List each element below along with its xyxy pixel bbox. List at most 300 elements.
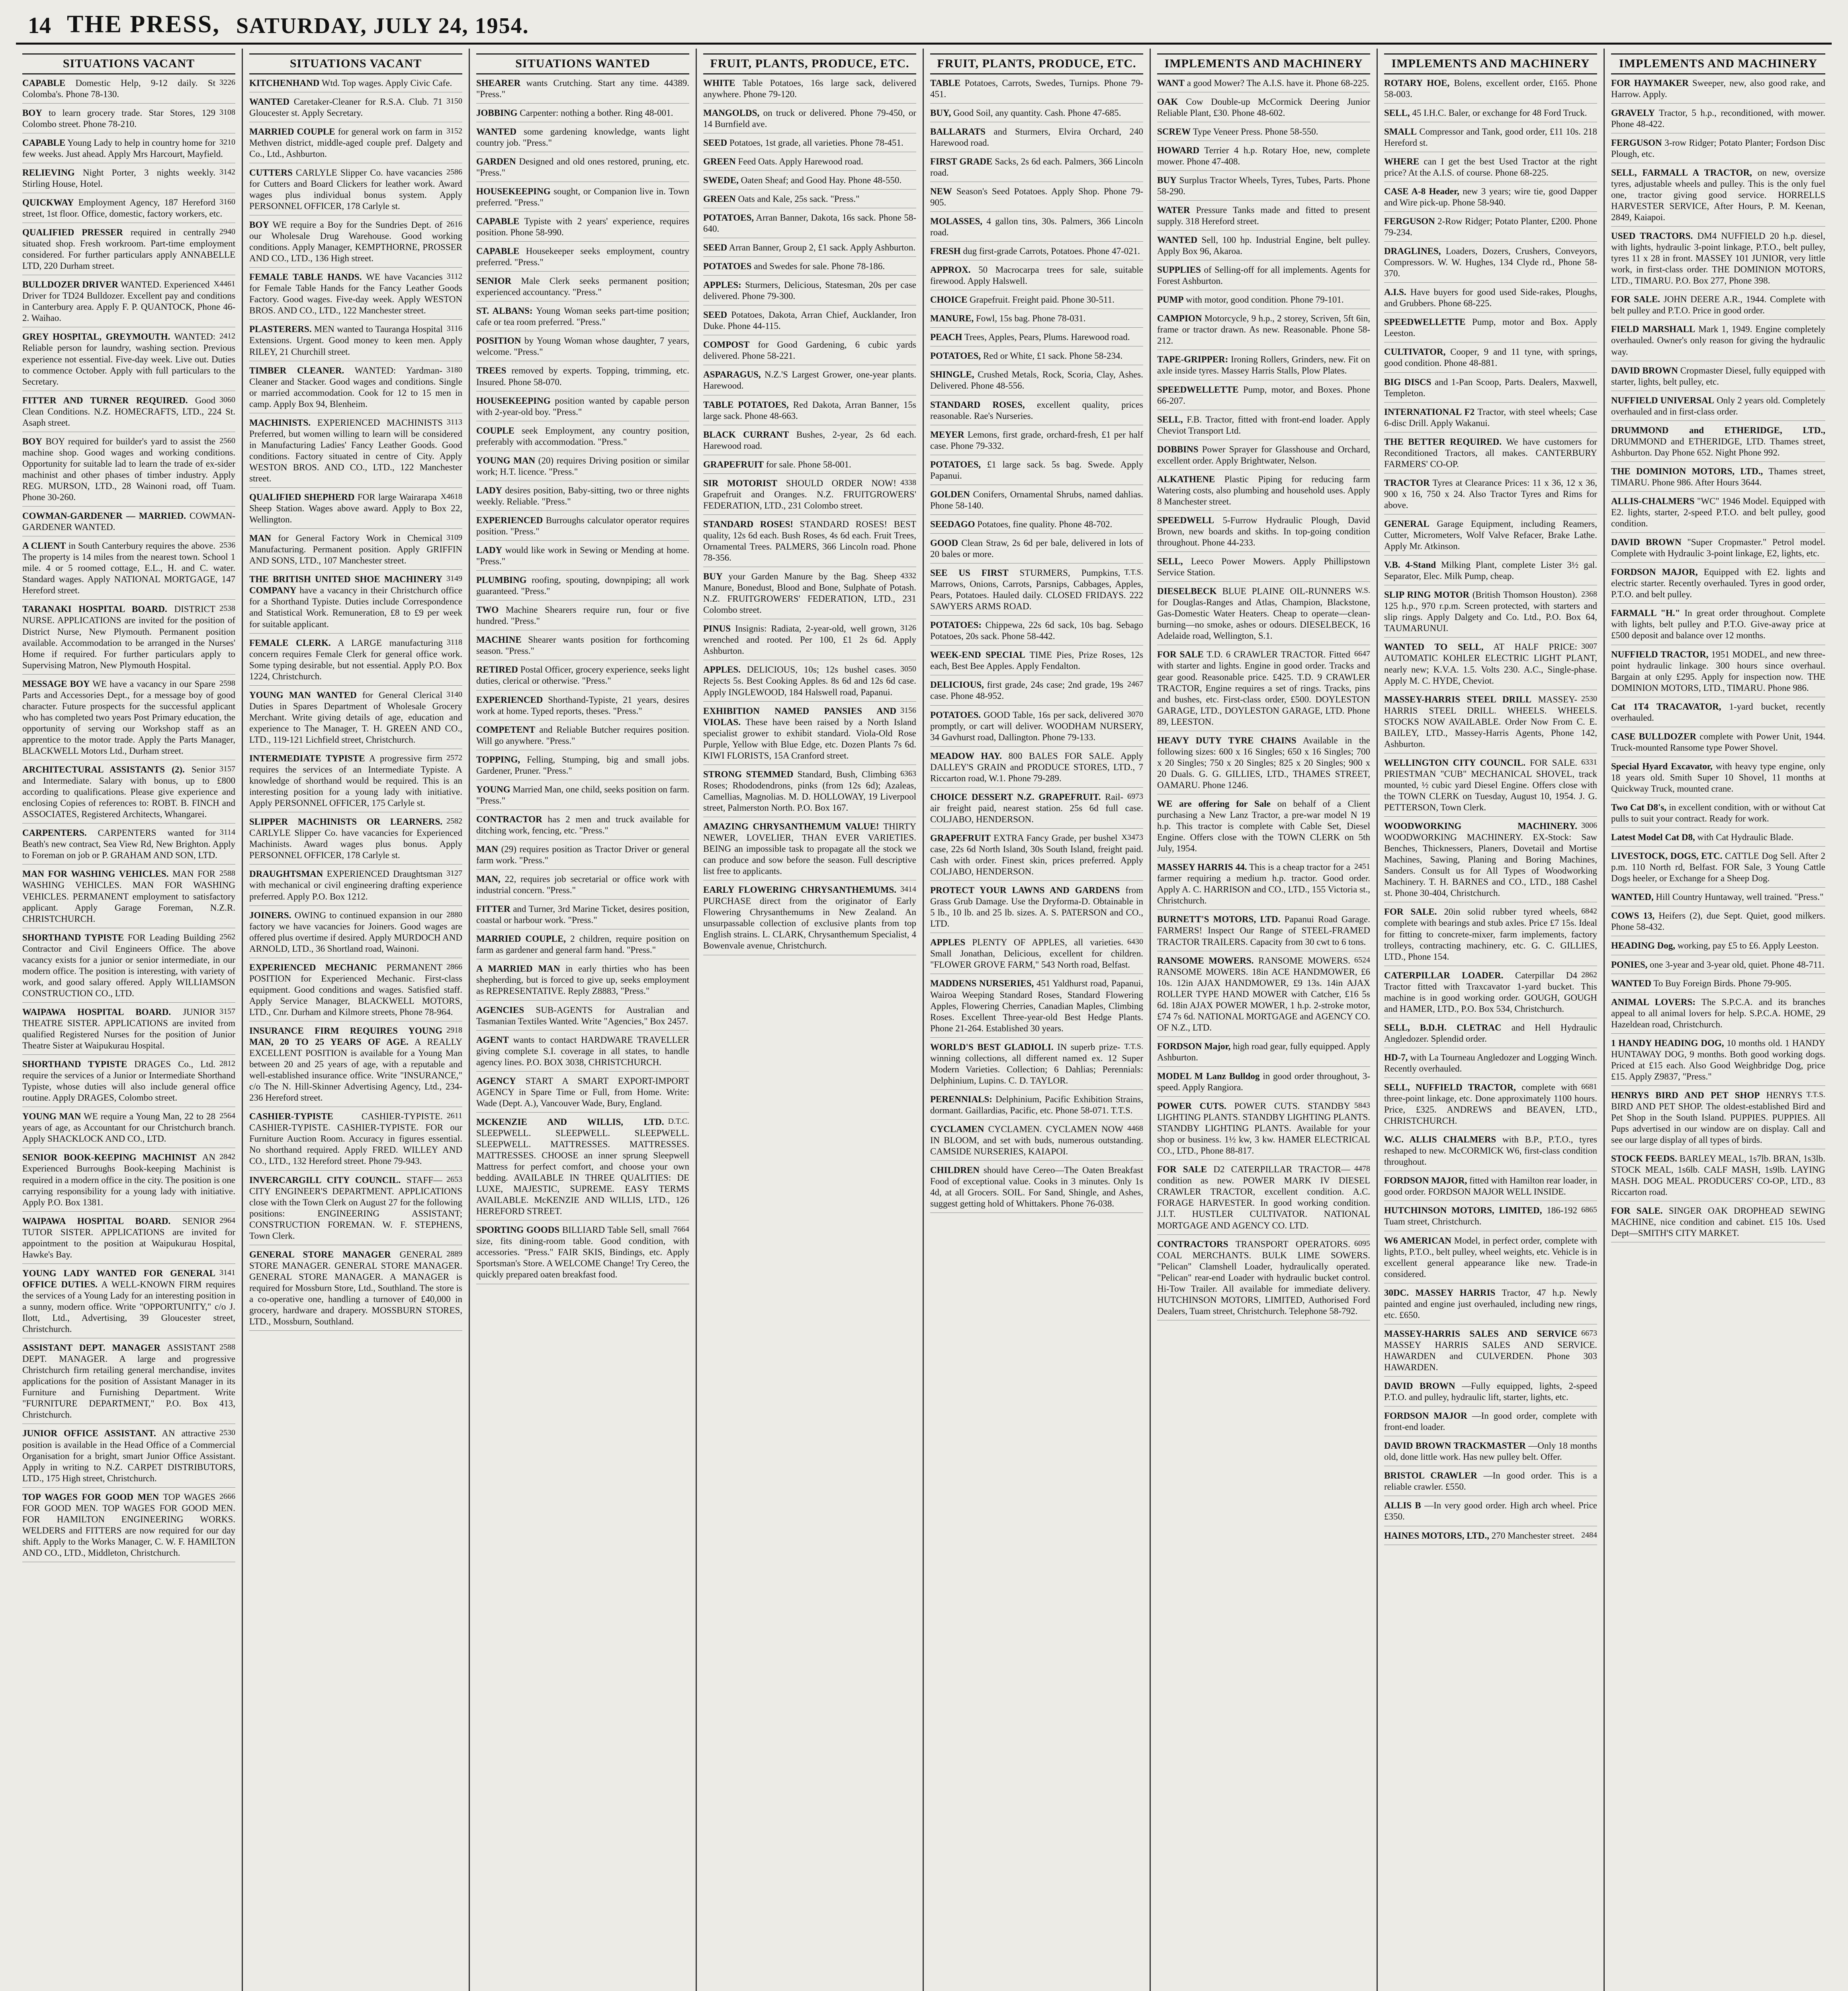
ad-body-text: Crushed Metals, Rock, Scoria, Clay, Ashes. Delivered. Phone 48-556. xyxy=(930,370,1143,391)
classified-ad xyxy=(1157,313,1370,350)
ad-lead-words: SHORTHAND TYPISTE xyxy=(22,1059,127,1070)
ad-reference-number: 6973 xyxy=(1127,792,1143,801)
ad-reference-number: 2368 xyxy=(1581,590,1597,599)
classified-ad xyxy=(1384,1500,1597,1526)
ad-body-text: Sturmers, Delicious, Statesman, 20s per case delivered. Phone 79-300. xyxy=(703,280,916,301)
ad-lead-words: WHERE xyxy=(1384,156,1420,166)
ad-lead-words: CASE A-8 Header, xyxy=(1384,186,1459,196)
classified-ad xyxy=(476,455,689,481)
ad-body-text: Grapefruit. Freight paid. Phone 30-511. xyxy=(970,295,1115,305)
ad-reference-number: 3157 xyxy=(219,1007,235,1016)
section-heading: FRUIT, PLANTS, PRODUCE, ETC. xyxy=(703,53,916,74)
classified-ad xyxy=(22,868,235,928)
section-heading: SITUATIONS VACANT xyxy=(22,53,235,74)
ad-body-text: for general work on farm in Methven district, middle-aged couple pref. Dalgety and Co., Ltd., Ashburton. xyxy=(249,126,462,159)
ad-reference-number: 2964 xyxy=(219,1216,235,1225)
ad-body-text: Sell, 100 hp. Industrial Engine, belt pulley. Apply Box 96, Akaroa. xyxy=(1157,235,1371,256)
ad-body-text: PERMANENT POSITION for Experienced Mechanic. First-class equipment. Good conditions and wages. Satisfied staff. Apply Service Manager, BLACKWELL MOTORS, LTD., Cnr. Durham and Kilmore streets, Phone 78-964. xyxy=(249,962,462,1017)
classified-ad xyxy=(476,634,689,660)
ad-lead-words: ARCHITECTURAL ASSISTANTS (2). xyxy=(22,765,185,775)
ad-reference-number: X4461 xyxy=(213,280,235,289)
ad-lead-words: SLIP RING MOTOR xyxy=(1384,590,1470,600)
classified-ad xyxy=(476,365,689,391)
ad-reference-number: 2530 xyxy=(219,1428,235,1438)
ad-lead-words: EXPERIENCED MECHANIC xyxy=(249,962,377,972)
classified-ad xyxy=(476,545,689,571)
ad-lead-words: CASE BULLDOZER xyxy=(1611,731,1697,741)
ad-lead-words: WAIPAWA HOSPITAL BOARD. xyxy=(22,1007,171,1017)
classified-ad xyxy=(249,753,462,812)
classified-ad xyxy=(1157,1071,1370,1097)
ad-reference-number: 2412 xyxy=(219,332,235,341)
classified-ad xyxy=(1384,287,1597,313)
classified-ad xyxy=(1384,559,1597,585)
ad-lead-words: GARDEN xyxy=(476,156,516,166)
ad-body-text: roofing, spouting, downpiping; all work guaranteed. "Press." xyxy=(476,575,689,597)
classified-ad xyxy=(1384,518,1597,555)
ad-body-text: 2 children, require position on farm as gardener and general farm hand. "Press." xyxy=(476,934,690,955)
ad-reference-number: 3108 xyxy=(219,108,235,117)
ad-body-text: TOP WAGES FOR GOOD MEN. TOP WAGES FOR GOOD MEN. FOR HAMILTON ENGINEERING WORKS. WELDERS and FITTERS are now required for our day shift. Apply to the Works Manager, C. W. F. HAMILTON AND CO., LTD., Middleton, Christchurch. xyxy=(22,1492,235,1558)
ad-lead-words: CASHIER-TYPISTE xyxy=(249,1111,333,1122)
ad-lead-words: USED TRACTORS. xyxy=(1611,231,1693,241)
ad-body-text: Motorcycle, 9 h.p., 2 storey, Scriven, 5ft 6in, frame or tractor drawn. As new. Reasonable. Phone 58-212. xyxy=(1157,313,1370,346)
ad-lead-words: WAIPAWA HOSPITAL BOARD. xyxy=(22,1216,171,1226)
classified-ad xyxy=(1157,145,1370,171)
ad-lead-words: SELL, B.D.H. CLETRAC xyxy=(1384,1022,1502,1033)
ad-lead-words: LADY xyxy=(476,545,503,555)
ad-lead-words: MAN xyxy=(476,844,498,854)
classified-ad xyxy=(1157,175,1370,201)
ad-lead-words: SEED xyxy=(703,310,727,320)
ad-lead-words: AGENT xyxy=(476,1035,509,1045)
ad-body-text: Plastic Piping for reducing farm Watering costs, also plumbing and household uses. Apply 8 Manchester street. xyxy=(1157,474,1371,507)
ad-body-text: Designed and old ones restored, pruning, etc. "Press." xyxy=(476,156,689,178)
ad-lead-words: TOP WAGES FOR GOOD MEN xyxy=(22,1492,159,1502)
ad-body-text: Domestic Help, 9-12 daily. St Colomba's. Phone 78-130. xyxy=(22,78,215,99)
classified-ad xyxy=(1384,108,1597,122)
ad-body-text: To Buy Foreign Birds. Phone 79-905. xyxy=(1653,978,1791,988)
ad-body-text: 22, requires job secretarial or office work with industrial concern. "Press." xyxy=(476,874,689,896)
classified-ad xyxy=(1384,126,1597,152)
ad-lead-words: FEMALE CLERK. xyxy=(249,638,331,648)
classified-ad xyxy=(249,365,462,413)
classified-ad xyxy=(1611,567,1825,604)
classified-ad xyxy=(703,769,916,817)
classified-ad xyxy=(930,216,1143,242)
ad-lead-words: STANDARD ROSES! xyxy=(703,519,793,529)
ad-lead-words: FARMALL "H." xyxy=(1611,608,1680,618)
ad-lead-words: SWEDE, xyxy=(703,175,739,185)
ad-reference-number: 2451 xyxy=(1354,862,1370,871)
ad-reference-number: 2582 xyxy=(446,817,462,826)
ad-body-text: PURCHASE direct from the originator of Early Flowering Chrysanthemums in New Zealand. An unsurpassable collection of exclusive plants from top English strains. L. CLARK, Chrysanthemum Specialist, 4 Bowenvale avenue, Christchurch. xyxy=(703,896,916,951)
ad-body-text: Wtd. Top wages. Apply Civic Cafe. xyxy=(321,78,452,88)
ad-body-text: WOODWORKING MACHINERY. EX-Stock: Saw Benches, Thicknessers, Planers, Dovetail and Mortise Machines, Sawing, Planing and Boring Machines, Sanders. Consult us for All Types of Woodworking Machinery. T. H. BARNES and CO., LTD., 188 Cashel st. Phone 30-404, Christchurch. xyxy=(1384,832,1597,898)
ad-reference-number: 2862 xyxy=(1581,970,1597,979)
ad-body-text: —In good order. This is a reliable crawler. £550. xyxy=(1384,1471,1598,1492)
classified-ad xyxy=(1611,466,1825,492)
ad-body-text: wants to contact HARDWARE TRAVELLER giving complete S.I. coverage in all states, to handle agency lines. P.O. BOX 3038, CHRISTCHURCH. xyxy=(476,1035,689,1067)
classified-ad xyxy=(703,623,916,660)
ad-reference-number: 4332 xyxy=(900,571,916,581)
classified-ad xyxy=(1157,862,1370,910)
classified-ad xyxy=(1157,955,1370,1037)
ad-body-text: Heifers (2), due Sept. Quiet, good milkers. Phone 58-432. xyxy=(1611,911,1825,932)
classified-ad xyxy=(476,1035,689,1072)
ad-lead-words: WELLINGTON CITY COUNCIL. xyxy=(1384,757,1525,768)
ad-lead-words: WANTED xyxy=(1611,978,1651,988)
classified-ad xyxy=(703,664,916,701)
ad-lead-words: COMPOST xyxy=(703,340,750,350)
classified-ad xyxy=(703,108,916,133)
classified-ad xyxy=(22,604,235,674)
classified-ad xyxy=(1384,1287,1597,1324)
ad-body-text: SENIOR TUTOR SISTER. APPLICATIONS are invited for appointment to the position at Waipukurau Hospital, Hawke's Bay. xyxy=(22,1216,235,1260)
ad-body-text: first grade, 24s case; 2nd grade, 19s case. Phone 48-952. xyxy=(930,680,1124,701)
classified-ad xyxy=(476,305,689,331)
ad-body-text: Caretaker-Cleaner for R.S.A. Club. 71 Gloucester st. Apply Secretary. xyxy=(249,96,443,118)
ad-lead-words: TREES xyxy=(476,366,506,376)
ad-lead-words: SELL, xyxy=(1157,556,1183,567)
classified-ad xyxy=(476,126,689,152)
classified-ad xyxy=(703,884,916,955)
ad-body-text: F.B. Tractor, fitted with front-end loader. Apply Cheviot Transport Ltd. xyxy=(1157,414,1371,436)
classified-ad xyxy=(703,519,916,567)
ad-body-text: and Hell Hydraulic Angledozer. Splendid order. xyxy=(1384,1022,1597,1044)
classified-ad xyxy=(22,932,235,1003)
ad-body-text: Felling, Stumping, big and small jobs. Gardener, Pruner. "Press." xyxy=(476,754,690,776)
ad-lead-words: POSITION xyxy=(476,336,521,346)
ad-body-text: GOOD Table, 16s per sack, delivered promptly, or cart will deliver. WOODHAM NURSERY, 34 Gavhurst road, Dallington. Phone 79-133. xyxy=(930,710,1143,742)
ad-body-text: Shearer wants position for forthcoming season. "Press." xyxy=(476,635,689,656)
ad-lead-words: CARPENTERS. xyxy=(22,828,87,838)
classified-ad xyxy=(22,1428,235,1487)
classified-ad xyxy=(930,978,1143,1037)
classified-ad xyxy=(22,395,235,432)
ad-lead-words: MADDENS NURSERIES, xyxy=(930,978,1034,989)
classified-ad xyxy=(1384,78,1597,104)
classified-ad xyxy=(1384,216,1597,242)
ad-body-text: —In good order, complete with front-end loader. xyxy=(1384,1411,1598,1432)
ad-body-text: CARPENTERS wanted for Beath's new contract, Sea View Rd, New Brighton. Apply to Foreman on job or P. GRAHAM AND SON, LTD. xyxy=(22,828,235,861)
classified-ad xyxy=(22,279,235,327)
classified-ad xyxy=(1384,1082,1597,1130)
ad-lead-words: SPEEDWELLETTE xyxy=(1384,317,1466,327)
issue-date: SATURDAY, JULY 24, 1954. xyxy=(236,14,529,38)
ad-lead-words: HOUSEKEEPING xyxy=(476,186,551,196)
ad-lead-words: GENERAL STORE MANAGER xyxy=(249,1249,391,1260)
ad-reference-number: 2530 xyxy=(1581,694,1597,703)
ad-body-text: Only 2 years old. Completely overhauled and in first-class order. xyxy=(1611,395,1825,417)
ad-body-text: by Young Woman whose daughter, 7 years, welcome. "Press." xyxy=(476,336,689,357)
ad-lead-words: BUY xyxy=(703,571,723,582)
classified-ad xyxy=(476,78,689,104)
ad-reference-number: 3160 xyxy=(219,197,235,206)
ad-body-text: 4 gallon tins, 30s. Palmers, 366 Lincoln road. xyxy=(930,216,1144,238)
ad-lead-words: SUPPLIES xyxy=(1157,265,1201,275)
ad-body-text: Standard, Bush, Climbing Roses; Rhododendrons, pinks (from 12s 6d); Azaleas, Camellias, Magnolias. M. D. HOLLOWAY, 19 Liverpool street, Palmerston North. P.O. Box 167. xyxy=(703,769,916,813)
classified-ad xyxy=(22,540,235,600)
classified-ad xyxy=(476,425,689,451)
ad-body-text: Good Soil, any quantity. Cash. Phone 47-685. xyxy=(953,108,1121,118)
ad-lead-words: TAPE-GRIPPER: xyxy=(1157,354,1228,365)
ad-reference-number: 2484 xyxy=(1581,1530,1597,1539)
classified-ad xyxy=(930,1042,1143,1090)
ad-lead-words: MODEL M Lanz Bulldog xyxy=(1157,1071,1260,1081)
classified-ad xyxy=(703,339,916,365)
classified-ad xyxy=(22,1342,235,1424)
classified-ad xyxy=(1611,978,1825,993)
classified-ad xyxy=(476,276,689,301)
ad-lead-words: INSURANCE FIRM REQUIRES YOUNG MAN, 20 TO 25 YEARS OF AGE. xyxy=(249,1025,442,1047)
ad-body-text: Loaders, Dozers, Crushers, Conveyors, Compressors. W. W. Hughes, 134 Clyde rd., Phone 58-370. xyxy=(1384,246,1597,279)
ad-body-text: 50 Macrocarpa trees for sale, suitable firewood. Apply Halswell. xyxy=(930,265,1144,286)
ad-lead-words: COWMAN-GARDENER — MARRIED. xyxy=(22,511,186,521)
classified-ad xyxy=(930,1124,1143,1161)
classified-ad xyxy=(930,751,1143,788)
ad-lead-words: SELL, xyxy=(1157,414,1183,424)
ad-reference-number: W.S. xyxy=(1355,586,1370,595)
ad-lead-words: WANT xyxy=(1157,78,1185,88)
classified-ad xyxy=(1611,832,1825,847)
ad-body-text: Night Porter, 3 nights weekly. Stirling House, Hotel. xyxy=(22,167,216,189)
classified-ad xyxy=(1157,914,1370,951)
ad-reference-number: 5843 xyxy=(1354,1101,1370,1110)
ad-body-text: 270 Manchester street. xyxy=(1491,1530,1575,1541)
classified-ad xyxy=(930,885,1143,933)
classified-ad xyxy=(22,510,235,536)
ad-body-text: and Sturmers, Elvira Orchard, 240 Harewood road. xyxy=(930,126,1143,148)
ad-body-text: DELICIOUS, 10s; 12s bushel cases. Rejects 5s. Best Cooking Apples. 8s 6d and 12s 6d case. Apply INGLEWOOD, 184 Halswell road, Papanui. xyxy=(703,665,916,697)
ad-lead-words: YOUNG xyxy=(476,784,510,794)
classified-ad xyxy=(22,1268,235,1338)
classified-ad xyxy=(1384,1410,1597,1436)
ad-body-text: OWING to continued expansion in our factory we have vacancies for Joiners. Good wages are offered plus overtime if desired. Apply MURDOCH AND ARNOLD, LTD., 36 Shortland road, Wainoni. xyxy=(249,910,462,954)
ad-lead-words: CONTRACTOR xyxy=(476,814,542,824)
ad-lead-words: SPORTING GOODS xyxy=(476,1225,560,1235)
ad-lead-words: SIR MOTORIST xyxy=(703,478,778,488)
ad-lead-words: CUTTERS xyxy=(249,167,293,178)
classified-ad xyxy=(249,962,462,1021)
ad-body-text: BARLEY MEAL, 1s7lb. BRAN, 1s3lb. STOCK MEAL, 1s6lb. CALF MASH, 1s9lb. LAYING MASH. DOG MEAL. PRODUCERS' CO-OP., LTD., 83 Riccarton road. xyxy=(1611,1154,1825,1197)
classified-ad xyxy=(930,78,1143,104)
ad-lead-words: GRAVELY xyxy=(1611,108,1655,118)
ad-body-text: sought, or Companion live in. Town preferred. "Press." xyxy=(476,186,689,207)
ad-reference-number: 3226 xyxy=(219,78,235,87)
ad-lead-words: THE DOMINION MOTORS, LTD., xyxy=(1611,466,1763,476)
ad-lead-words: FITTER AND TURNER REQUIRED. xyxy=(22,395,188,405)
ad-body-text: Male Clerk seeks permanent position; experienced accountancy. "Press." xyxy=(476,276,689,297)
classified-ad xyxy=(1157,205,1370,231)
classified-ad xyxy=(249,78,462,92)
ad-lead-words: MASSEY HARRIS 44. xyxy=(1157,862,1247,872)
classified-ad xyxy=(1611,395,1825,421)
ad-reference-number: 2611 xyxy=(446,1111,462,1121)
classified-ad xyxy=(476,664,689,690)
ad-body-text: on new, oversize tyres, adjustable wheels and pulley. This is the only fuel one, tractor giving good service. HORRELLS HARVESTER SERVICE, After Hours, P. M. Keenan, 2849, Kaiapoi. xyxy=(1611,167,1826,223)
ad-reference-number: 2564 xyxy=(219,1111,235,1121)
ad-lead-words: SEED xyxy=(703,137,727,148)
classified-ad xyxy=(22,764,235,823)
ad-body-text: Leeco Power Mowers. Apply Phillipstown Service Station. xyxy=(1157,556,1371,578)
ad-lead-words: SHORTHAND TYPISTE xyxy=(22,932,124,943)
ad-body-text: for sale. Phone 58-001. xyxy=(766,459,851,469)
ad-lead-words: GENERAL xyxy=(1384,519,1430,529)
ad-lead-words: YOUNG LADY WANTED FOR GENERAL OFFICE DUTIES. xyxy=(22,1268,215,1289)
ad-lead-words: 1 HANDY HEADING DOG, xyxy=(1611,1038,1724,1048)
ad-body-text: STANDARD ROSES! BEST quality, 12s 6d each. Bush Roses, 4s 6d each. Fruit Trees, Ornamental Trees. PALMERS, 366 Lincoln road. Phone 78-356. xyxy=(703,519,916,563)
ad-body-text: DRAGES Co., Ltd. require the services of a Junior or Intermediate Shorthand Typiste, whose duties will also include general office routine. Apply DRAGES, Colombo street. xyxy=(22,1059,235,1103)
classified-ad xyxy=(1384,1134,1597,1171)
ad-body-text: JUNIOR THEATRE SISTER. APPLICATIONS are invited from qualified Registered Nurses for the position of Junior Theatre Sister at Waipukurau Hospital. xyxy=(22,1007,235,1051)
classified-ad xyxy=(1384,1175,1597,1201)
ad-lead-words: BURNETT'S MOTORS, LTD. xyxy=(1157,914,1281,925)
ad-reference-number: 3157 xyxy=(219,765,235,774)
ad-lead-words: CATERPILLAR LOADER. xyxy=(1384,970,1504,980)
ad-body-text: a good Mower? The A.I.S. have it. Phone 68-225. xyxy=(1187,78,1369,88)
column-6 xyxy=(1151,49,1378,1991)
ad-body-text: Feed Oats. Apply Harewood road. xyxy=(738,156,863,166)
ad-lead-words: WANTED xyxy=(476,126,516,137)
ad-reference-number: 3050 xyxy=(900,665,916,674)
ad-reference-number: X4618 xyxy=(440,492,462,501)
classified-ad xyxy=(1611,608,1825,645)
ad-lead-words: LADY xyxy=(476,485,503,495)
classified-ad xyxy=(930,332,1143,346)
ad-body-text: WE require a Young Man, 22 to 28 years of age, as Accountant for our Christchurch branch. Apply SHACKLOCK AND CO., LTD. xyxy=(22,1111,235,1144)
ad-body-text: POWER CUTS. STANDBY LIGHTING PLANTS. STANDBY LIGHTING PLANTS. STANDBY LIGHTING PLANTS. Available for your shop or business. 1½ kw, 3 kw. HAMER ELECTRICAL CO., LTD., Phone 88-817. xyxy=(1157,1101,1370,1156)
ad-lead-words: PINUS xyxy=(703,624,731,634)
ad-body-text: D2 CATERPILLAR TRACTOR—condition as new. POWER MARK IV DIESEL CRAWLER TRACTOR, excellent condition. A.C. FORAGE HARVESTER. In good working condition. J.I.T. HUSTLER CULTIVATOR. NATIONAL MORTGAGE AND AGENCY CO. LTD. xyxy=(1157,1164,1370,1230)
classified-ad xyxy=(22,167,235,193)
ad-body-text: Equipped with E2. lights and electric starter. Recently overhauled. Tyres in good order, P.T.O. and belt pulley. xyxy=(1611,567,1825,600)
ad-body-text: removed by experts. Topping, trimming, etc. Insured. Phone 58-070. xyxy=(476,366,690,387)
ad-lead-words: EXPERIENCED xyxy=(476,694,543,705)
classified-ad xyxy=(930,156,1143,182)
classified-ad xyxy=(22,137,235,163)
ad-lead-words: PROTECT YOUR LAWNS AND GARDENS xyxy=(930,885,1120,896)
ad-body-text: would like work in Sewing or Mending at home. "Press." xyxy=(476,545,689,567)
classified-ad xyxy=(1157,1101,1370,1160)
ad-lead-words: POTATOES: xyxy=(930,620,982,630)
ad-reference-number: 6681 xyxy=(1581,1082,1597,1091)
ad-lead-words: MOLASSES, xyxy=(930,216,983,227)
classified-ad xyxy=(1611,1153,1825,1201)
classified-ad xyxy=(476,694,689,720)
classified-ad xyxy=(703,706,916,765)
ad-reference-number: T.T.S. xyxy=(1124,568,1143,577)
ad-body-text: from Grass Grub Damage. Use the Dryforma-D. Obtainable in 5 lb., 10 lb. and 25 lb. sizes. A. S. PATERSON and CO., LTD. xyxy=(930,885,1143,929)
classified-ad xyxy=(476,515,689,541)
ad-lead-words: SLIPPER MACHINISTS OR LEARNERS. xyxy=(249,817,442,827)
ad-body-text: with heavy type engine, only 18 years old. Smith Super 10 Shovel, 11 months at Quickway Truck, mounted crane. xyxy=(1611,761,1826,794)
classified-ad xyxy=(1611,997,1825,1034)
ad-lead-words: APPLES. xyxy=(703,665,741,675)
classified-ad xyxy=(703,156,916,171)
classified-ad xyxy=(22,1152,235,1211)
ad-lead-words: COUPLE xyxy=(476,425,514,436)
ad-lead-words: FIELD MARSHALL xyxy=(1611,324,1695,334)
classified-ad xyxy=(1611,1090,1825,1149)
classified-ad xyxy=(1157,96,1370,122)
ad-lead-words: A CLIENT xyxy=(22,541,66,551)
ad-body-text: required in centrally situated shop. Fresh workroom. Part-time employment considered. For further particulars apply ANNABELLE LTD, 220 Durham street. xyxy=(22,227,235,271)
ad-lead-words: NUFFIELD TRACTOR, xyxy=(1611,649,1709,659)
ad-body-text: Housekeeper seeks employment, country preferred. "Press." xyxy=(476,246,689,268)
ad-lead-words: POTATOES, xyxy=(930,459,981,469)
ad-body-text: can I get the best Used Tractor at the right price? At the A.I.S. of course. Phone 68-225. xyxy=(1384,156,1597,178)
classified-ad xyxy=(930,350,1143,365)
classified-ad xyxy=(249,417,462,488)
ad-reference-number: 2598 xyxy=(219,679,235,688)
classified-ad xyxy=(930,620,1143,645)
ad-lead-words: HEADING Dog, xyxy=(1611,941,1676,951)
ad-body-text: in excellent condition, with or without Cat pulls to suit your contract. Ready for work. xyxy=(1611,802,1826,824)
classified-ad xyxy=(1384,477,1597,514)
ad-body-text: Shorthand-Typiste, 21 years, desires work at home. Typed reports, theses. "Press." xyxy=(476,694,689,716)
classified-ad xyxy=(249,1175,462,1245)
ad-lead-words: DAVID BROWN TRACKMASTER xyxy=(1384,1441,1526,1451)
ad-body-text: DISTRICT NURSE. APPLICATIONS are invited for the position of District Nurse, New Plymouth. Permanent position available. Accommodation to be arranged in the Nurses' Home if required. For further particulars apply to Supervising Matron, New Plymouth Hospital. xyxy=(22,604,235,670)
classified-ad xyxy=(930,567,1143,616)
ad-body-text: These have been raised by a North Island specialist grower to exhibit standard. Viola-Old Rose Purple, Yellow with Blue Edge, etc. Dozen Plants 7s 6d. KIWI FLORISTS, 15A Cranford street. xyxy=(703,717,916,761)
ad-reference-number: 2588 xyxy=(219,869,235,878)
classified-ad xyxy=(476,904,689,929)
column-4 xyxy=(697,49,924,1991)
classified-ad xyxy=(703,175,916,190)
ad-lead-words: W.C. ALLIS CHALMERS xyxy=(1384,1134,1496,1145)
ad-body-text: Young Lady to help in country home for few weeks. Just ahead. Apply Mrs Harcourt, Mayfield. xyxy=(22,137,223,159)
ad-body-text: Tractor, with steel wheels; Case 6-disc Drill. Apply Wakanui. xyxy=(1384,407,1597,428)
classified-ad xyxy=(930,1094,1143,1120)
classified-ad xyxy=(476,604,689,630)
classified-ad xyxy=(1384,1440,1597,1466)
ad-body-text: wants Crutching. Start any time. 44389. "Press." xyxy=(476,78,689,99)
ad-body-text: 3-row Ridger; Potato Planter; Fordson Disc Plough, etc. xyxy=(1611,137,1826,159)
ad-lead-words: FERGUSON xyxy=(1384,216,1435,227)
ad-lead-words: RELIEVING xyxy=(22,167,75,178)
ad-lead-words: PONIES, xyxy=(1611,959,1648,970)
ad-lead-words: PERENNIALS: xyxy=(930,1094,992,1104)
ad-body-text: BILLIARD Table Sell, small size, fits dining-room table. Good condition, with accessories. "Press." FAIR SKIS, Bindings, etc. Apply Sportsman's Store. A WELCOME Change! Try Cereo, the quickly prepared oaten breakfast food. xyxy=(476,1225,689,1280)
ad-lead-words: FEMALE TABLE HANDS. xyxy=(249,272,362,282)
ad-body-text: Potatoes, Dakota, Arran Chief, Aucklander, Iron Duke. Phone 44-115. xyxy=(703,310,916,331)
ad-body-text: DM4 NUFFIELD 20 h.p. diesel, with lights, hydraulic 3-point linkage, P.T.O., belt pulley, tyres 11 x 28 in front. MASSEY 101 JUNIOR, very little work, in first-class order. THE DOMINION MOTORS, LTD., TIMARU. P.O. Box 277, Phone 398. xyxy=(1611,231,1825,286)
ad-lead-words: CULTIVATOR, xyxy=(1384,347,1446,357)
classified-ad xyxy=(249,816,462,864)
ad-lead-words: TARANAKI HOSPITAL BOARD. xyxy=(22,604,167,614)
classified-ad xyxy=(1157,1239,1370,1320)
ad-lead-words: MARRIED COUPLE, xyxy=(476,934,566,944)
ad-reference-number: 6647 xyxy=(1354,649,1370,659)
ad-lead-words: DIESELBECK xyxy=(1157,586,1217,597)
classified-ad xyxy=(22,1111,235,1148)
ad-lead-words: TOPPING, xyxy=(476,754,520,765)
ad-lead-words: YOUNG MAN WANTED xyxy=(249,690,357,700)
classified-ad xyxy=(1611,496,1825,533)
ad-body-text: to learn grocery trade. Star Stores, 129 Colombo street. Phone 78-210. xyxy=(22,108,216,129)
classified-ad xyxy=(476,1005,689,1031)
classified-ad xyxy=(703,821,916,880)
ad-lead-words: STANDARD ROSES, xyxy=(930,399,1025,410)
classified-ad xyxy=(22,331,235,391)
classified-ad xyxy=(1384,1530,1597,1545)
ad-lead-words: DAVID BROWN xyxy=(1611,365,1678,376)
ad-lead-words: EXHIBITION NAMED PANSIES AND VIOLAS. xyxy=(703,706,896,727)
ad-body-text: THIRTY NEWER, LOVELIER, THAN EVER VARIETIES. BEING an impossible task to propagate all the stock we can produce and sow before the season. Full descriptive list free to applicants. xyxy=(703,821,916,876)
ad-lead-words: BIG DISCS xyxy=(1384,377,1431,387)
